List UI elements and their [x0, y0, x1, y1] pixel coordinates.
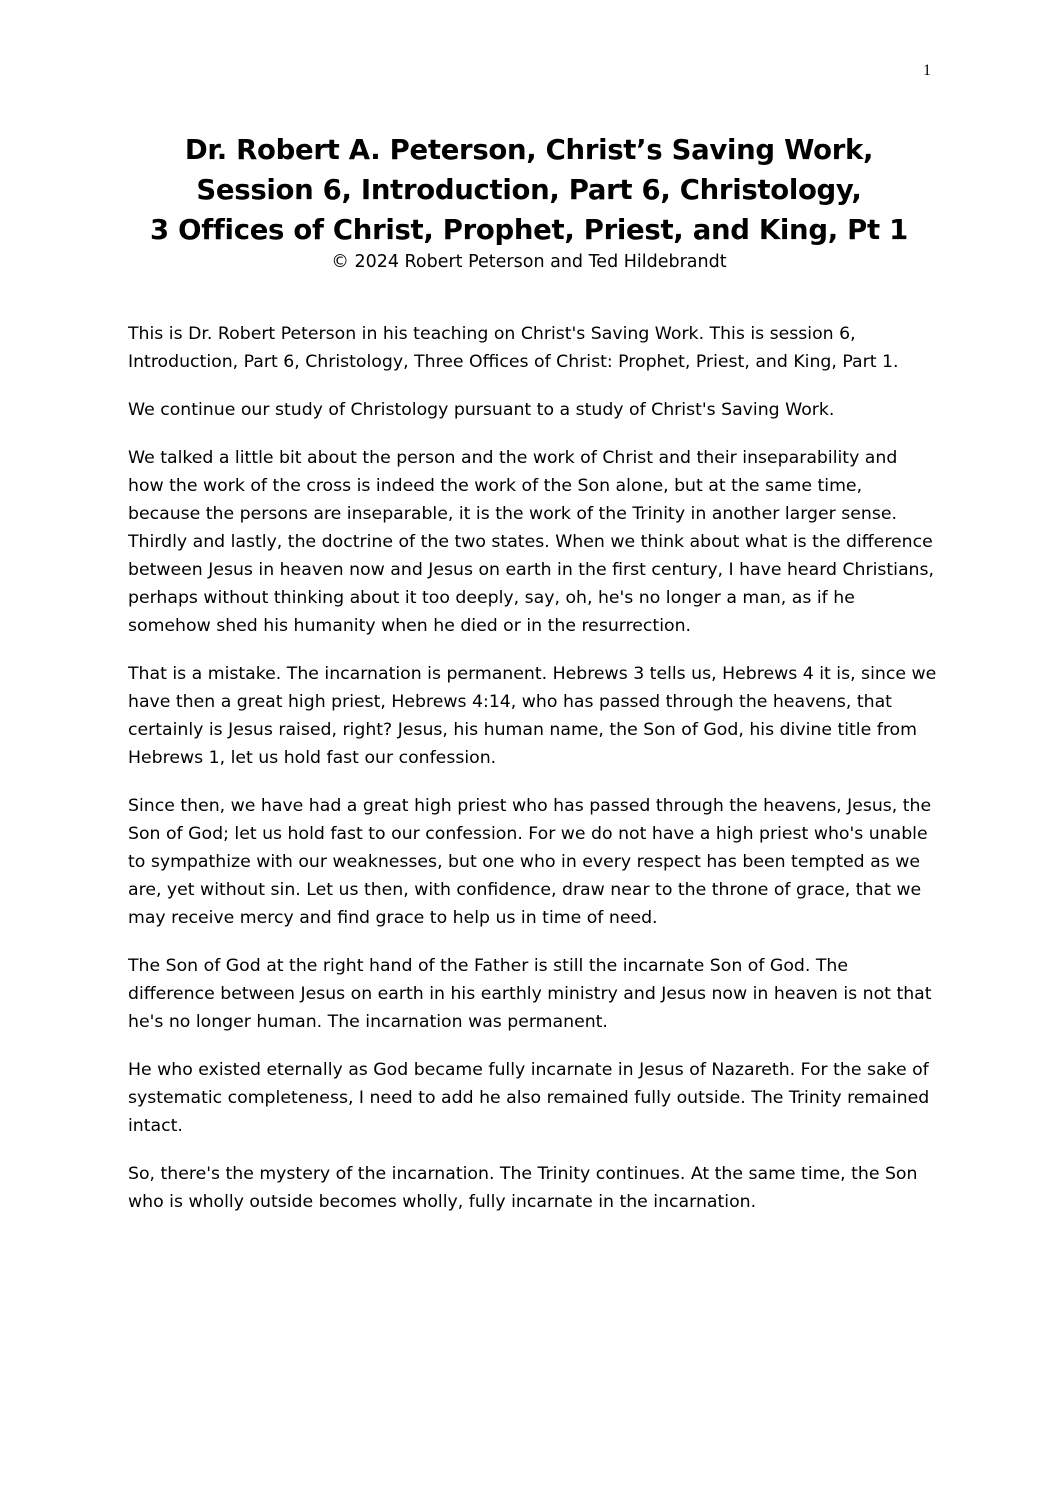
- title-block: [100, 130, 958, 274]
- paragraph-continue: We continue our study of Christology pursuant to a study of Christ's Saving Work.: [128, 400, 835, 420]
- title-line-3: 3 Offices of Christ, Prophet, Priest, and King, Pt 1: [150, 214, 908, 246]
- paragraph-son-of-god: The Son of God at the right hand of the Father is still the incarnate Son of God. The difference between Jesus on earth in his earthly ministry and Jesus now in heaven is not that he's no longer human. The incarnation was permanent.: [128, 956, 932, 1032]
- paragraph-two-states: We talked a little bit about the person and the work of Christ and their inseparability and how the work of the cross is indeed the work of the Son alone, but at the same time, because the persons are inseparable, it is the work of the Trinity in another larger sense. Thirdly and lastly, the doctrine of the two states. When we think about what is the difference between Jesus in heaven now and Jesus on earth in the first century, I have heard Christians, perhaps without thinking about it too deeply, say, oh, he's no longer a man, as if he somehow shed his humanity when he died or in the resurrection.: [128, 448, 934, 636]
- paragraph-hebrews-quote: Since then, we have had a great high priest who has passed through the heavens, Jesus, the Son of God; let us hold fast to our confession. For we do not have a high priest who's unable to sympathize with our weaknesses, but one who in every respect has been tempted as we are, yet without sin. Let us then, with confidence, draw near to the throne of grace, that we may receive mercy and find grace to help us in time of need.: [128, 796, 932, 928]
- copyright-line: © 2024 Robert Peterson and Ted Hildebrandt: [331, 252, 727, 272]
- page-number: 1: [923, 62, 931, 79]
- body-text: [128, 320, 938, 1236]
- paragraph-incarnation-permanent: That is a mistake. The incarnation is permanent. Hebrews 3 tells us, Hebrews 4 it is, since we have then a great high priest, Hebrews 4:14, who has passed through the heavens, that certainly is Jesus raised, right? Jesus, his human name, the Son of God, his divine title from Hebrews 1, let us hold fast our confession.: [128, 664, 937, 768]
- paragraph-existed-eternally: He who existed eternally as God became fully incarnate in Jesus of Nazareth. For the sake of systematic completeness, I need to add he also remained fully outside. The Trinity remained intact.: [128, 1060, 930, 1136]
- paragraph-mystery: So, there's the mystery of the incarnation. The Trinity continues. At the same time, the Son who is wholly outside becomes wholly, fully incarnate in the incarnation.: [128, 1164, 918, 1212]
- paragraph-intro: This is Dr. Robert Peterson in his teaching on Christ's Saving Work. This is session 6, Introduction, Part 6, Christology, Three Offices of Christ: Prophet, Priest, and King, Part 1.: [128, 324, 899, 372]
- title-line-1: Dr. Robert A. Peterson, Christ’s Saving Work,: [184, 134, 874, 166]
- title-line-2: Session 6, Introduction, Part 6, Christology,: [196, 174, 862, 206]
